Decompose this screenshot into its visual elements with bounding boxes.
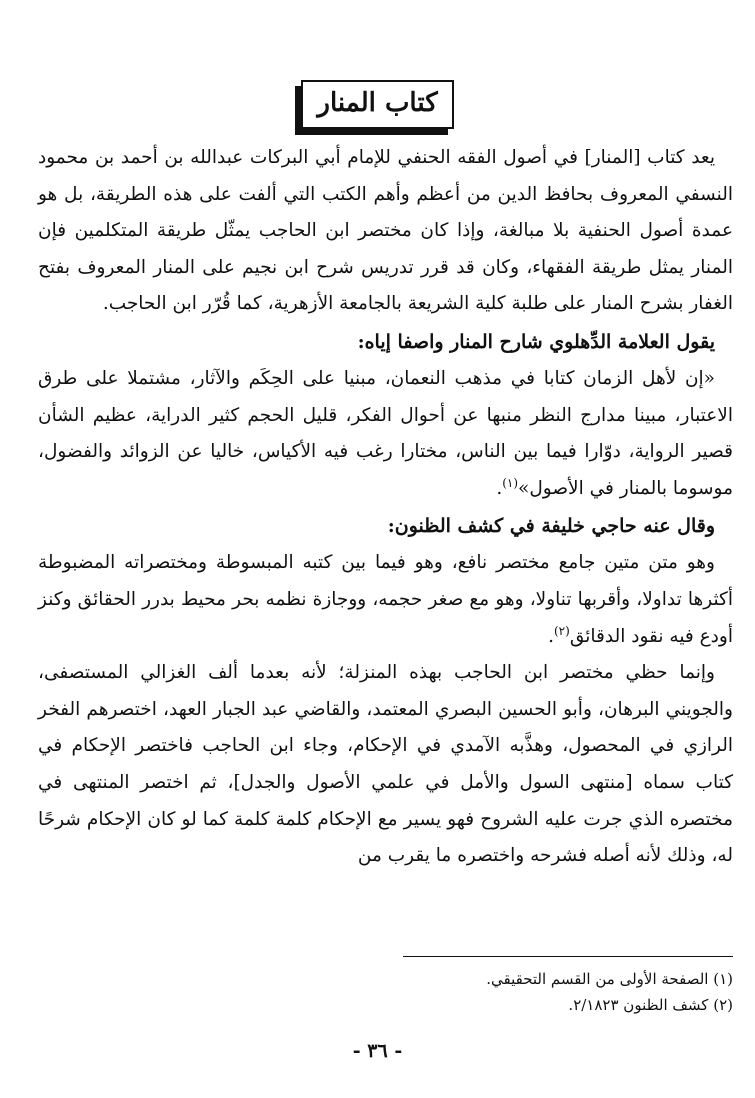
- title-wrapper: [0, 80, 755, 129]
- main-text: [38, 140, 733, 875]
- paragraph-ibn-hajib: وإنما حظي مختصر ابن الحاجب بهذه المنزلة؛ لأنه بعدما ألف الغزالي المستصفى، والجويني البرهان، وأبو الحسين البصري المعتمد، والقاضي عبد الجبار العهد، اختصرهم الفخر الرازي في المحصول، وهذَّبه الآمدي في الإحكام، وجاء ابن الحاجب فاختصر الإحكام في كتاب سماه [منتهى السول والأمل في علمي الأصول والجدل]، ثم اختصر المنتهى في مختصره الذي جرت عليه الشروح فهو يسير مع الإحكام كلمة كلمة كما لو كان الإحكام شرحًا له، وذلك لأنه أصله فشرحه واختصره ما يقرب من: [38, 662, 733, 867]
- quote-dehlawi-text: «إن لأهل الزمان كتابا في مذهب النعمان، مبنيا على الحِكَم والآثار، مشتملا على طرق الاعتبار، مبينا مدارج النظر منبها عن أحوال الفكر، قليل الحجم كثير الدراية، عظيم الشأن قصير الرواية، دوّارا فيما بين الناس، مختارا رغب فيه الأكياس، خاليا عن الزوائد والفضول، موسوما بالمنار في الأصول»: [38, 367, 733, 499]
- footnote-ref-2[interactable]: (٢): [553, 623, 570, 638]
- quote-khalifa-end: .: [548, 625, 554, 647]
- footnote-ref-1[interactable]: (١): [502, 475, 519, 490]
- paragraph-quote-khalifa: [38, 545, 733, 655]
- heading-haji-khalifa: وقال عنه حاجي خليفة في كشف الظنون:: [387, 515, 715, 538]
- footnote-1: (١) الصفحة الأولى من القسم التحقيقي.: [486, 970, 733, 988]
- paragraph-quote-dehlawi: [38, 361, 733, 507]
- quote-khalifa-text: وهو متن متين جامع مختصر نافع، وهو فيما بين كتبه المبسوطة ومختصراته المضبوطة أكثرها تداولا، وأقربها تناولا، وهو مع صغر حجمه، ووجازة نظمه بحر محيط بدرر الحقائق وكنز أودع فيه نقود الدقائق: [38, 552, 733, 647]
- paragraph-intro: يعد كتاب [المنار] في أصول الفقه الحنفي للإمام أبي البركات عبدالله بن أحمد بن محمود النسفي المعروف بحافظ الدين من أعظم وأهم الكتب التي ألفت على هذه الطريقة، بل هو عمدة أصول الحنفية بلا مبالغة، وإذا كان مختصر ابن الحاجب يمثّل طريقة المتكلمين فإن المنار يمثل طريقة الفقهاء، وكان قد قرر تدريس شرح ابن نجيم على المنار المعروف بفتح الغفار بشرح المنار على طلبة كلية الشريعة بالجامعة الأزهرية، كما قُرّر ابن الحاجب.: [38, 147, 733, 315]
- heading-dehlawi: يقول العلامة الدِّهلوي شارح المنار واصفا إياه:: [357, 330, 715, 353]
- footnotes: [133, 966, 733, 1018]
- footnote-divider: [403, 956, 733, 957]
- footnote-2: (٢) كشف الظنون ٢/١٨٢٣.: [568, 996, 733, 1014]
- quote-dehlawi-end: .: [496, 477, 503, 499]
- page-title: كتاب المنار: [301, 80, 453, 129]
- page-number: - ٣٦ -: [352, 1040, 403, 1062]
